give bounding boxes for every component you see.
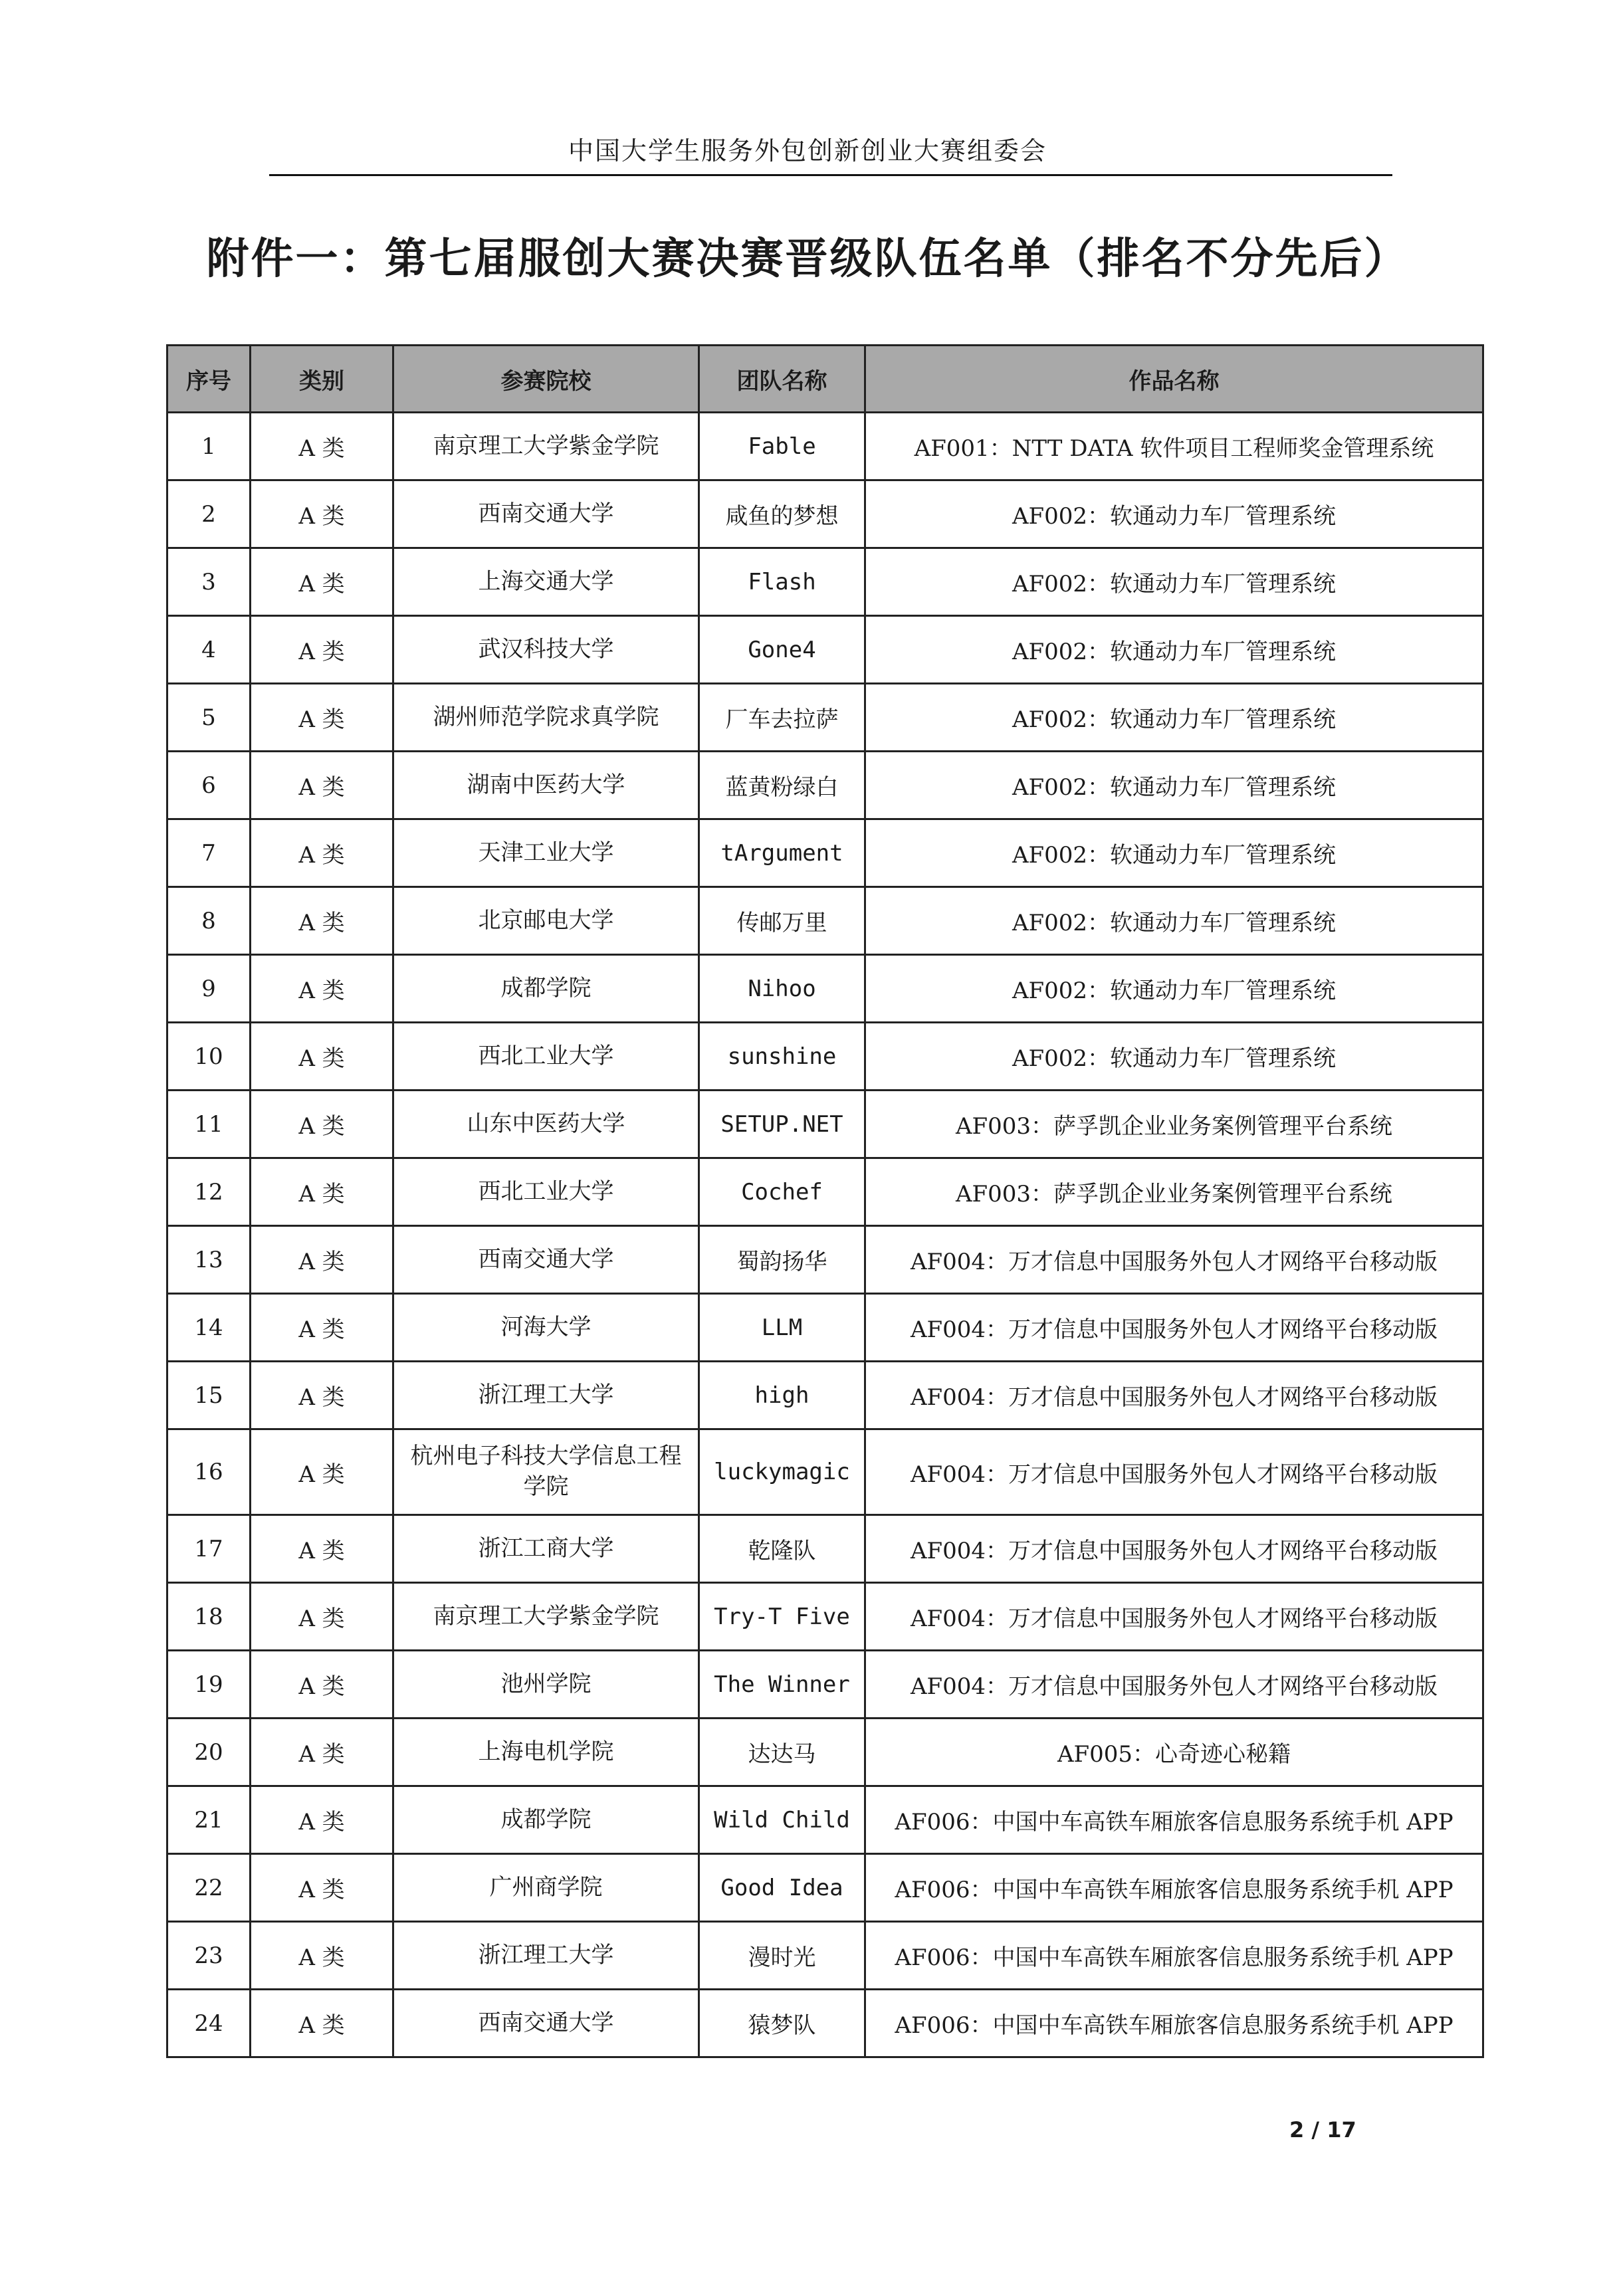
row-team: Gone4 (699, 616, 865, 684)
table-row (167, 1515, 1483, 1583)
col-header-team: 团队名称 (699, 346, 865, 413)
row-school: 广州商学院 (393, 1854, 699, 1922)
row-work: AF002：软通动力车厂管理系统 (865, 684, 1483, 752)
row-category: A 类 (251, 1515, 393, 1583)
row-category: A 类 (251, 1226, 393, 1294)
row-work: AF001：NTT DATA 软件项目工程师奖金管理系统 (865, 413, 1483, 480)
table-row (167, 1651, 1483, 1719)
row-index: 23 (167, 1922, 251, 1990)
table-row (167, 1023, 1483, 1091)
table-row (167, 1854, 1483, 1922)
row-index: 3 (167, 548, 251, 616)
row-work: AF002：软通动力车厂管理系统 (865, 752, 1483, 819)
table-row (167, 752, 1483, 819)
row-team: sunshine (699, 1023, 865, 1091)
row-school: 武汉科技大学 (393, 616, 699, 684)
row-category: A 类 (251, 1583, 393, 1651)
row-index: 5 (167, 684, 251, 752)
row-school: 南京理工大学紫金学院 (393, 413, 699, 480)
page-header: 中国大学生服务外包创新创业大赛组委会 (568, 136, 1047, 165)
page-number: 2 / 17 (1289, 2117, 1356, 2142)
row-work: AF004：万才信息中国服务外包人才网络平台移动版 (865, 1583, 1483, 1651)
row-team: Fable (699, 413, 865, 480)
row-category: A 类 (251, 1786, 393, 1854)
row-category: A 类 (251, 1091, 393, 1158)
row-team: 蜀韵扬华 (699, 1226, 865, 1294)
table-row (167, 1158, 1483, 1226)
row-school: 成都学院 (393, 1786, 699, 1854)
row-team: 传邮万里 (699, 887, 865, 955)
table-row (167, 1719, 1483, 1786)
row-work: AF004：万才信息中国服务外包人才网络平台移动版 (865, 1515, 1483, 1583)
row-work: AF002：软通动力车厂管理系统 (865, 955, 1483, 1023)
roster-table (166, 344, 1484, 2058)
row-work: AF003：萨孚凯企业业务案例管理平台系统 (865, 1091, 1483, 1158)
row-school: 南京理工大学紫金学院 (393, 1583, 699, 1651)
row-team: 咸鱼的梦想 (699, 480, 865, 548)
row-work: AF006：中国中车高铁车厢旅客信息服务系统手机 APP (865, 1922, 1483, 1990)
row-school: 池州学院 (393, 1651, 699, 1719)
row-category: A 类 (251, 819, 393, 887)
row-team: 厂车去拉萨 (699, 684, 865, 752)
row-work: AF006：中国中车高铁车厢旅客信息服务系统手机 APP (865, 1854, 1483, 1922)
row-school: 浙江工商大学 (393, 1515, 699, 1583)
row-index: 17 (167, 1515, 251, 1583)
row-team: 乾隆队 (699, 1515, 865, 1583)
table-header-row (167, 346, 1483, 413)
row-team: LLM (699, 1294, 865, 1362)
row-school: 成都学院 (393, 955, 699, 1023)
row-category: A 类 (251, 955, 393, 1023)
table-row (167, 887, 1483, 955)
row-work: AF006：中国中车高铁车厢旅客信息服务系统手机 APP (865, 1786, 1483, 1854)
row-school: 河海大学 (393, 1294, 699, 1362)
row-category: A 类 (251, 1294, 393, 1362)
row-index: 22 (167, 1854, 251, 1922)
row-index: 6 (167, 752, 251, 819)
table-row (167, 1786, 1483, 1854)
row-school: 杭州电子科技大学信息工程学院 (393, 1429, 699, 1515)
row-team: Try-T Five (699, 1583, 865, 1651)
row-category: A 类 (251, 616, 393, 684)
table-row (167, 548, 1483, 616)
row-index: 8 (167, 887, 251, 955)
row-work: AF002：软通动力车厂管理系统 (865, 887, 1483, 955)
row-index: 4 (167, 616, 251, 684)
row-team: 达达马 (699, 1719, 865, 1786)
row-index: 19 (167, 1651, 251, 1719)
row-work: AF006：中国中车高铁车厢旅客信息服务系统手机 APP (865, 1990, 1483, 2057)
row-index: 13 (167, 1226, 251, 1294)
table-row (167, 1990, 1483, 2057)
row-index: 14 (167, 1294, 251, 1362)
row-index: 1 (167, 413, 251, 480)
row-category: A 类 (251, 1651, 393, 1719)
row-team: 蓝黄粉绿白 (699, 752, 865, 819)
row-index: 20 (167, 1719, 251, 1786)
row-school: 西南交通大学 (393, 480, 699, 548)
row-school: 天津工业大学 (393, 819, 699, 887)
row-index: 9 (167, 955, 251, 1023)
col-header-work: 作品名称 (865, 346, 1483, 413)
row-index: 18 (167, 1583, 251, 1651)
row-school: 浙江理工大学 (393, 1362, 699, 1429)
row-category: A 类 (251, 1362, 393, 1429)
row-category: A 类 (251, 413, 393, 480)
row-school: 上海电机学院 (393, 1719, 699, 1786)
row-team: Wild Child (699, 1786, 865, 1854)
row-category: A 类 (251, 752, 393, 819)
row-index: 24 (167, 1990, 251, 2057)
row-index: 11 (167, 1091, 251, 1158)
row-school: 西北工业大学 (393, 1023, 699, 1091)
row-school: 北京邮电大学 (393, 887, 699, 955)
row-work: AF004：万才信息中国服务外包人才网络平台移动版 (865, 1651, 1483, 1719)
row-index: 10 (167, 1023, 251, 1091)
table-row (167, 1583, 1483, 1651)
col-header-index: 序号 (167, 346, 251, 413)
row-index: 2 (167, 480, 251, 548)
table-row (167, 1294, 1483, 1362)
row-work: AF004：万才信息中国服务外包人才网络平台移动版 (865, 1294, 1483, 1362)
row-work: AF003：萨孚凯企业业务案例管理平台系统 (865, 1158, 1483, 1226)
row-category: A 类 (251, 1158, 393, 1226)
table-row (167, 684, 1483, 752)
row-school: 湖南中医药大学 (393, 752, 699, 819)
row-team: Flash (699, 548, 865, 616)
row-work: AF002：软通动力车厂管理系统 (865, 819, 1483, 887)
row-index: 12 (167, 1158, 251, 1226)
row-school: 浙江理工大学 (393, 1922, 699, 1990)
row-category: A 类 (251, 1429, 393, 1515)
table-row (167, 1429, 1483, 1515)
row-school: 西北工业大学 (393, 1158, 699, 1226)
row-category: A 类 (251, 548, 393, 616)
row-category: A 类 (251, 1922, 393, 1990)
row-work: AF002：软通动力车厂管理系统 (865, 548, 1483, 616)
row-work: AF004：万才信息中国服务外包人才网络平台移动版 (865, 1429, 1483, 1515)
table-row (167, 480, 1483, 548)
row-index: 16 (167, 1429, 251, 1515)
row-category: A 类 (251, 887, 393, 955)
table-row (167, 1922, 1483, 1990)
row-school: 上海交通大学 (393, 548, 699, 616)
row-category: A 类 (251, 1990, 393, 2057)
row-category: A 类 (251, 1023, 393, 1091)
table-row (167, 1226, 1483, 1294)
table-row (167, 616, 1483, 684)
row-team: 猿梦队 (699, 1990, 865, 2057)
row-work: AF002：软通动力车厂管理系统 (865, 480, 1483, 548)
row-work: AF002：软通动力车厂管理系统 (865, 616, 1483, 684)
row-work: AF005：心奇迹心秘籍 (865, 1719, 1483, 1786)
table-row (167, 1362, 1483, 1429)
row-team: The Winner (699, 1651, 865, 1719)
table-row (167, 413, 1483, 480)
row-team: luckymagic (699, 1429, 865, 1515)
col-header-school: 参赛院校 (393, 346, 699, 413)
row-school: 山东中医药大学 (393, 1091, 699, 1158)
row-school: 西南交通大学 (393, 1990, 699, 2057)
row-team: Cochef (699, 1158, 865, 1226)
row-category: A 类 (251, 480, 393, 548)
row-school: 西南交通大学 (393, 1226, 699, 1294)
table-row (167, 819, 1483, 887)
table-row (167, 1091, 1483, 1158)
row-index: 21 (167, 1786, 251, 1854)
row-work: AF002：软通动力车厂管理系统 (865, 1023, 1483, 1091)
row-category: A 类 (251, 1719, 393, 1786)
row-team: high (699, 1362, 865, 1429)
row-index: 7 (167, 819, 251, 887)
row-team: SETUP.NET (699, 1091, 865, 1158)
col-header-category: 类别 (251, 346, 393, 413)
document-title: 附件一：第七届服创大赛决赛晋级队伍名单（排名不分先后） (206, 235, 1409, 284)
row-team: tArgument (699, 819, 865, 887)
table-row (167, 955, 1483, 1023)
row-team: Good Idea (699, 1854, 865, 1922)
row-school: 湖州师范学院求真学院 (393, 684, 699, 752)
row-index: 15 (167, 1362, 251, 1429)
row-team: 漫时光 (699, 1922, 865, 1990)
row-work: AF004：万才信息中国服务外包人才网络平台移动版 (865, 1226, 1483, 1294)
row-work: AF004：万才信息中国服务外包人才网络平台移动版 (865, 1362, 1483, 1429)
row-category: A 类 (251, 684, 393, 752)
header-rule (269, 174, 1392, 176)
row-team: Nihoo (699, 955, 865, 1023)
row-category: A 类 (251, 1854, 393, 1922)
